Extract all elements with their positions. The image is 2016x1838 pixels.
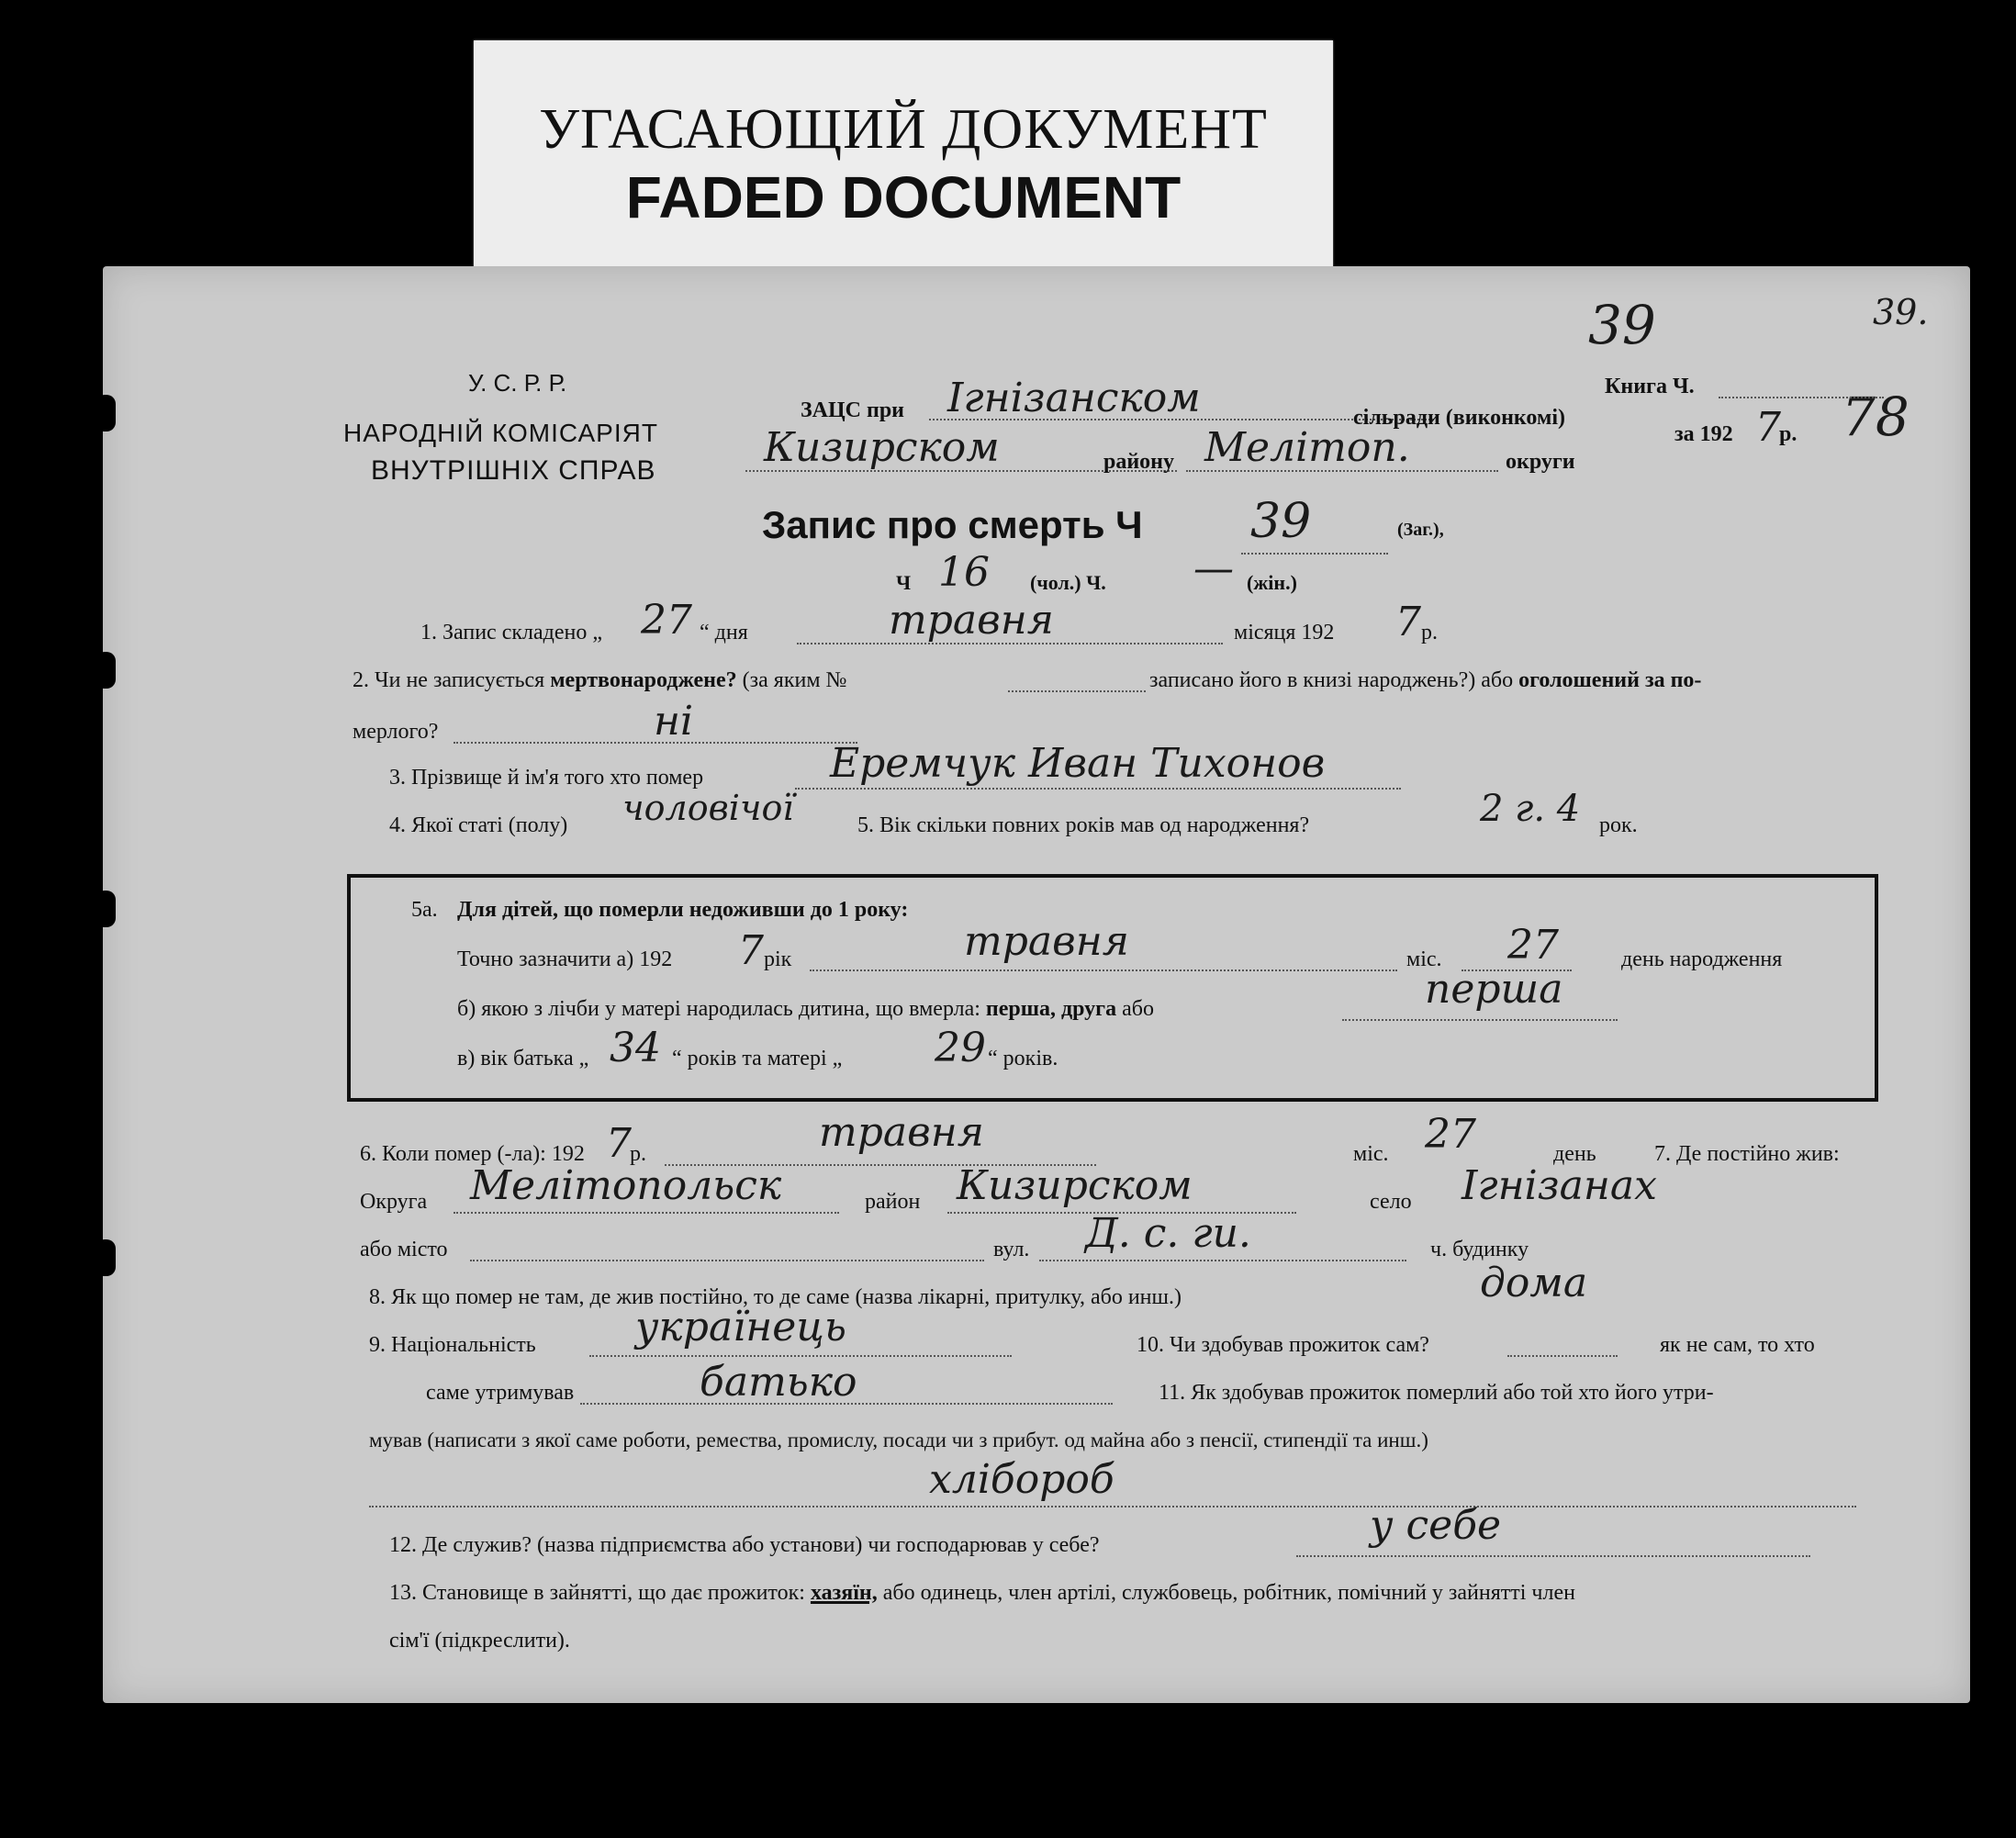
f5-label: 5. Вік скільки повних років мав од народження?	[857, 813, 1310, 837]
zags-prefix: ЗАЦС при	[801, 398, 905, 422]
ch-label: Ч	[896, 571, 912, 594]
f5a-c-end: “ років.	[988, 1047, 1058, 1070]
infant-section-box	[347, 874, 1878, 1102]
okruga-value: Мелітопольск	[470, 1162, 782, 1209]
f2-d: записано його в книзі народжень?) або	[1149, 668, 1514, 692]
dotted-line	[369, 1506, 1856, 1507]
dotted-line	[1296, 1555, 1810, 1557]
f2-a: 2. Чи не записується	[353, 668, 545, 692]
f4-value: чоловічої	[622, 788, 794, 828]
f5a-b-end: або	[1122, 997, 1154, 1021]
f5a-title: Для дітей, що померли недоживши до 1 року:	[457, 898, 909, 922]
f5a-b-line	[457, 997, 1154, 1022]
f10-value: батько	[700, 1359, 857, 1406]
f12-label: 12. Де служив? (назва підприємства або установи) чи господарював у себе?	[389, 1533, 1100, 1557]
female-number: —	[1193, 545, 1234, 592]
f5a-a-year: 7	[738, 927, 764, 974]
f2-line-b	[1149, 668, 1701, 693]
f11-b: мував (написати з якої саме роботи, ремества, промислу, посади чи з прибут. од майна або з пенсії, стипендії та инш.)	[369, 1429, 1428, 1451]
f3-label: 3. Прізвище й ім'я того хто помер	[389, 766, 704, 790]
f7-label: 7. Де постійно жив:	[1654, 1142, 1840, 1166]
ussr-heading: У. С. Р. Р.	[468, 369, 567, 397]
record-title: Запис про смерть Ч	[762, 503, 1143, 546]
f1-label: 1. Запис складено „	[420, 621, 602, 644]
zag-label: (Заг.),	[1397, 520, 1444, 540]
f6-den: день	[1553, 1142, 1596, 1166]
f5a-a-end: день народження	[1621, 947, 1783, 971]
year-suffix: р.	[1779, 422, 1798, 446]
dotted-line	[1008, 690, 1146, 692]
vul-value: Д. с. ги.	[1085, 1210, 1251, 1257]
f9-value: українець	[635, 1304, 846, 1350]
f13-c: сім'ї (підкреслити).	[389, 1629, 570, 1653]
f13-a: 13. Становище в зайнятті, що дає прожиток:	[389, 1581, 805, 1605]
f5a-a-day: 27	[1507, 922, 1559, 969]
f10-label: 10. Чи здобував прожиток сам?	[1137, 1333, 1429, 1357]
margin-number: 78	[1842, 386, 1910, 448]
selo-label: село	[1370, 1190, 1412, 1214]
f4-label: 4. Якої статі (полу)	[389, 813, 568, 837]
f11-value: хлібороб	[929, 1456, 1114, 1503]
selrada-label: сільради (виконкомі)	[1353, 406, 1565, 430]
dotted-line	[1342, 1019, 1618, 1021]
f5a-c-mother: 29	[935, 1025, 986, 1071]
f2-value: ні	[654, 698, 694, 745]
f5a-a-rik: рік	[764, 947, 792, 971]
f6-mis: міс.	[1353, 1142, 1389, 1166]
chol-label: (чол.) Ч.	[1030, 571, 1106, 594]
misto-label: або місто	[360, 1238, 448, 1261]
f5-value: 2 г. 4	[1480, 788, 1581, 830]
raion-label-2: район	[865, 1190, 921, 1214]
male-number: 16	[938, 549, 990, 596]
f1-year: 7	[1395, 599, 1421, 645]
f12-value: у себе	[1370, 1502, 1502, 1549]
f3-value: Еремчук Иван Тихонов	[830, 740, 1326, 787]
okruga-value: Мелітоп.	[1204, 424, 1410, 471]
f13-line	[389, 1581, 1575, 1606]
year-digit: 7	[1755, 404, 1781, 451]
f6-label: 6. Коли помер (-ла): 192	[360, 1142, 585, 1166]
f10-b: саме утримував	[426, 1381, 575, 1405]
corner-number-right: 39.	[1873, 292, 1929, 332]
f5a-c-mid: “ років та матері „	[672, 1047, 843, 1070]
binder-hole	[95, 395, 116, 431]
f5a-b-value: перша	[1425, 966, 1563, 1013]
f5a-b-bold: перша, друга	[985, 997, 1117, 1021]
f1-day-suffix: “ дня	[700, 621, 748, 644]
raion-value: Кизирском	[764, 424, 1000, 471]
f8-label: 8. Як що помер не там, де жив постійно, то де саме (назва лікарні, притулку, або инш.)	[369, 1285, 1182, 1309]
label-line-english: FADED DOCUMENT	[625, 164, 1182, 230]
f6-month: травня	[819, 1109, 984, 1156]
binder-hole	[95, 891, 116, 927]
dotted-line	[810, 969, 1397, 971]
binder-hole	[95, 652, 116, 689]
f6-r: р.	[630, 1142, 646, 1166]
f13-hazyain: хазяїн,	[810, 1581, 878, 1605]
f5a-c: в) вік батька „	[457, 1047, 589, 1070]
raion-label: району	[1103, 450, 1175, 474]
book-label: Книга Ч.	[1605, 375, 1695, 398]
f5a-b: б) якою з лічби у матері народилась дитина, що вмерла:	[457, 997, 980, 1021]
f5a-a-month: травня	[964, 918, 1129, 965]
vul-label: вул.	[993, 1238, 1030, 1261]
f1-r: р.	[1421, 621, 1438, 644]
commissariat-line-1: НАРОДНІЙ КОМІСАРІЯТ	[343, 419, 658, 447]
f5a-num: 5а.	[411, 898, 438, 922]
f1-month: травня	[889, 597, 1054, 644]
f11-a: 11. Як здобував прожиток померлий або той хто його утри-	[1159, 1381, 1714, 1405]
f1-month-suffix: місяця 192	[1234, 621, 1335, 644]
f6-year: 7	[606, 1120, 632, 1167]
f8-value: дома	[1480, 1260, 1588, 1306]
dotted-line	[1719, 397, 1884, 398]
f9-label: 9. Національність	[369, 1333, 536, 1357]
zhin-label: (жін.)	[1247, 571, 1297, 594]
f6-day: 27	[1425, 1111, 1476, 1158]
f2-c: (за яким №	[742, 668, 847, 692]
f5-suffix: рок.	[1599, 813, 1638, 837]
okruga-label: округи	[1506, 450, 1575, 474]
f5a-c-father: 34	[610, 1025, 661, 1071]
dotted-line	[1241, 553, 1388, 555]
budynku-label: ч. будинку	[1430, 1238, 1529, 1261]
selo-value: Ігнізанах	[1462, 1162, 1657, 1209]
dotted-line	[795, 788, 1401, 790]
corner-number-left: 39	[1588, 294, 1656, 356]
dotted-line	[1507, 1355, 1618, 1357]
dotted-line	[589, 1355, 1012, 1357]
year-prefix: за 192	[1674, 422, 1733, 446]
dotted-line	[470, 1260, 984, 1261]
dotted-line	[454, 1212, 839, 1214]
raion-value-2: Кизирском	[957, 1162, 1193, 1209]
f2-f: мерлого?	[353, 720, 439, 744]
dotted-line	[580, 1403, 1113, 1405]
label-line-russian: УГАСАЮЩИЙ ДОКУМЕНТ	[539, 98, 1268, 161]
binder-hole	[95, 1239, 116, 1276]
dotted-line	[797, 643, 1223, 644]
death-record-form	[103, 266, 1970, 1703]
f5a-a-mis: міс.	[1406, 947, 1442, 971]
commissariat-line-2: ВНУТРІШНІХ СПРАВ	[371, 455, 656, 486]
f1-day: 27	[641, 597, 692, 644]
f13-b: або одинець, член артілі, службовець, робітник, помічний у зайнятті член	[882, 1581, 1575, 1605]
zags-village: Ігнізанском	[947, 375, 1201, 421]
dotted-line	[1186, 470, 1498, 472]
okruga-label: Округа	[360, 1190, 428, 1214]
f5a-a: Точно зазначити а) 192	[457, 947, 673, 971]
record-number: 39	[1250, 494, 1312, 549]
f2-line-a	[353, 668, 846, 693]
f2-b: мертвонароджене?	[550, 668, 737, 692]
f10-end: як не сам, то хто	[1660, 1333, 1815, 1357]
dotted-line	[1039, 1260, 1406, 1261]
faded-document-label	[474, 40, 1333, 270]
f2-e: оголошений за по-	[1518, 668, 1702, 692]
